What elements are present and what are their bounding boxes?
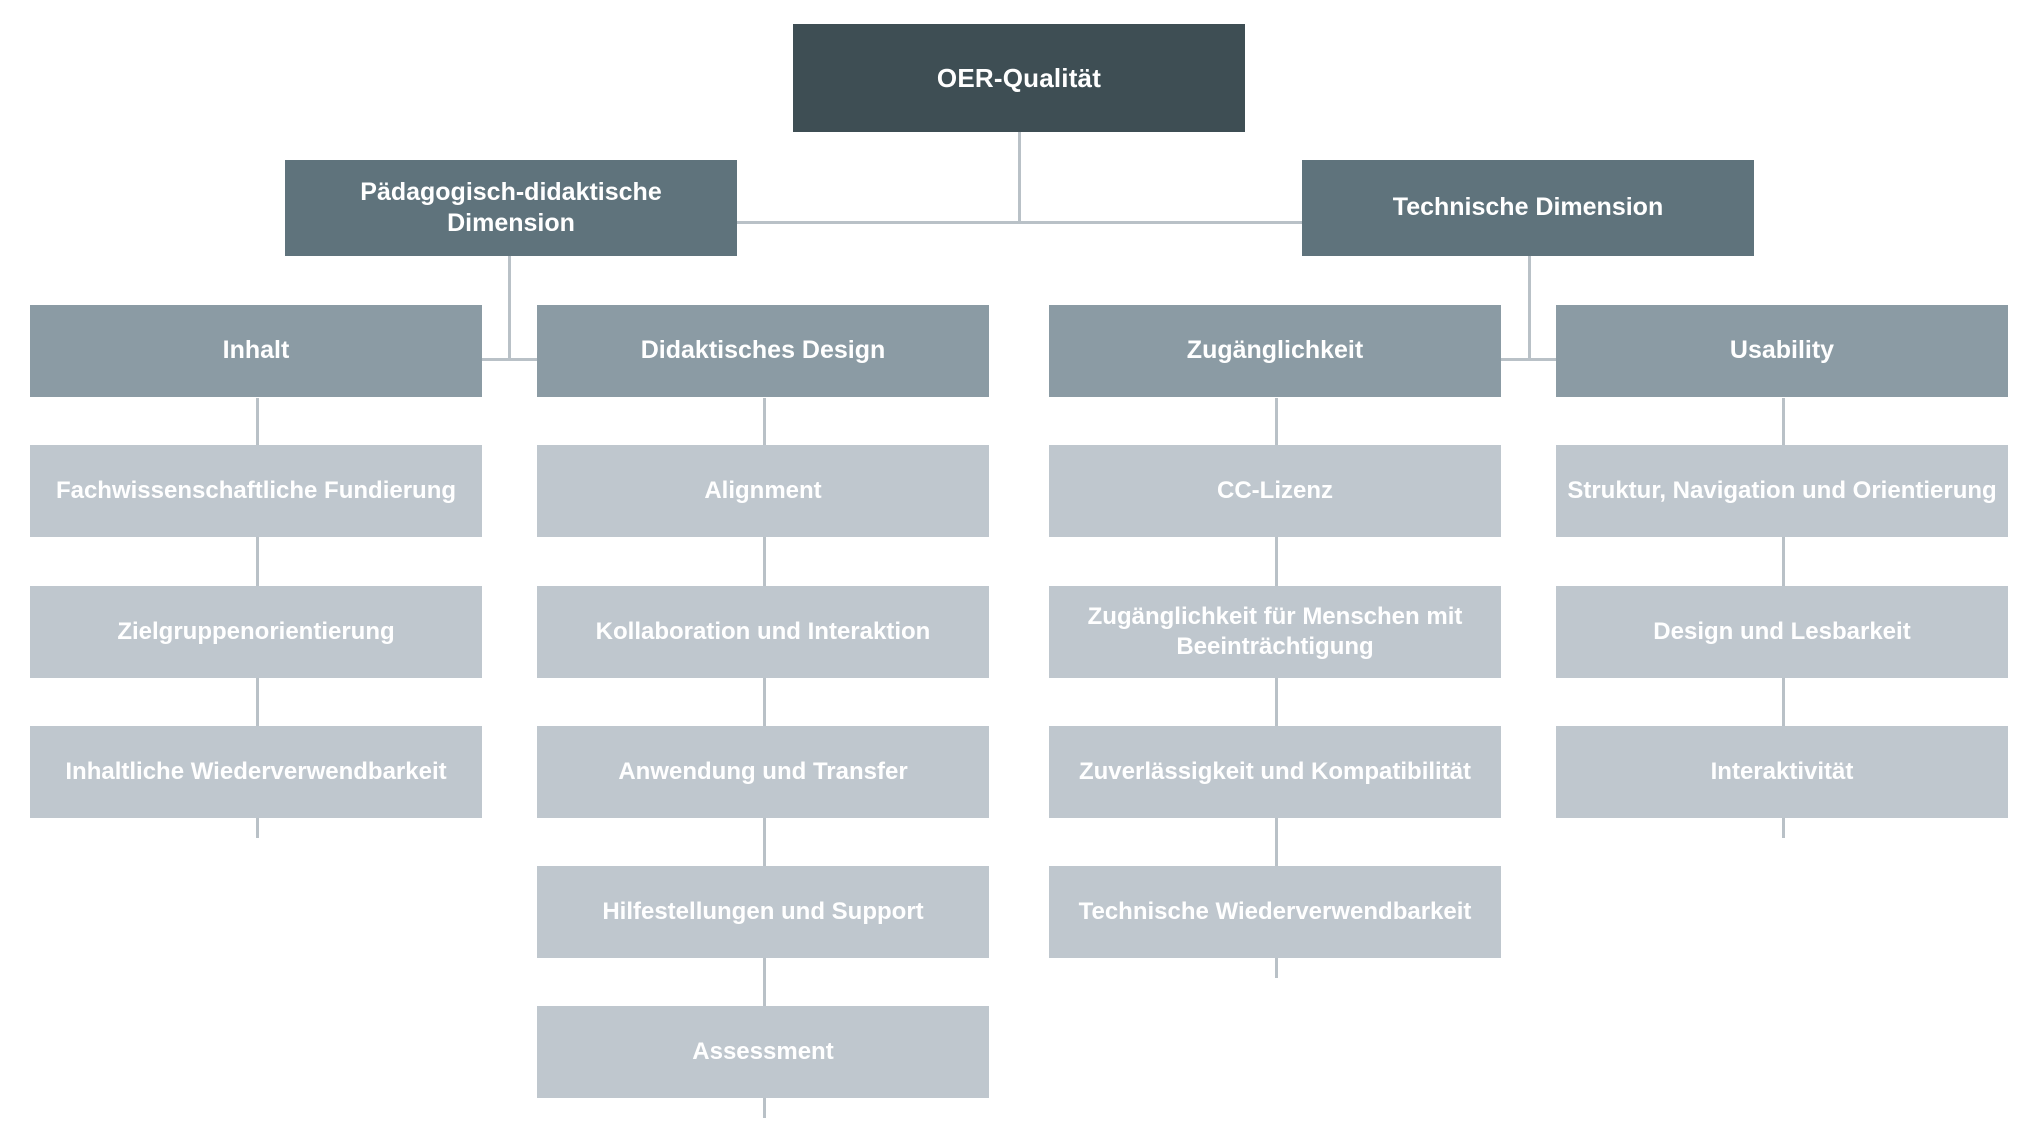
node-anwendung-und-transfer[interactable]: Anwendung und Transfer xyxy=(537,726,989,818)
node-cc-lizenz[interactable]: CC-Lizenz xyxy=(1049,445,1501,537)
node-assessment[interactable]: Assessment xyxy=(537,1006,989,1098)
node-oer-qualitaet[interactable]: OER-Qualität xyxy=(793,24,1245,132)
node-alignment[interactable]: Alignment xyxy=(537,445,989,537)
node-technische-wiederverwendbarkeit[interactable]: Technische Wiederverwendbarkeit xyxy=(1049,866,1501,958)
node-usability[interactable]: Usability xyxy=(1556,305,2008,397)
node-struktur-navigation-und-orientierung[interactable]: Struktur, Navigation und Orientierung xyxy=(1556,445,2008,537)
node-interaktivitaet[interactable]: Interaktivität xyxy=(1556,726,2008,818)
node-fachwissenschaftliche-fundierung[interactable]: Fachwissenschaftliche Fundierung xyxy=(30,445,482,537)
connector-right-dim-to-children xyxy=(1528,256,1531,360)
node-design-und-lesbarkeit[interactable]: Design und Lesbarkeit xyxy=(1556,586,2008,678)
node-paedagogisch-didaktische-dimension[interactable]: Pädagogisch-didaktische Dimension xyxy=(285,160,737,256)
node-zuverlaessigkeit-und-kompatibilitaet[interactable]: Zuverlässigkeit und Kompatibilität xyxy=(1049,726,1501,818)
node-zielgruppenorientierung[interactable]: Zielgruppenorientierung xyxy=(30,586,482,678)
node-technische-dimension[interactable]: Technische Dimension xyxy=(1302,160,1754,256)
node-zugaenglichkeit[interactable]: Zugänglichkeit xyxy=(1049,305,1501,397)
node-kollaboration-und-interaktion[interactable]: Kollaboration und Interaktion xyxy=(537,586,989,678)
node-hilfestellungen-und-support[interactable]: Hilfestellungen und Support xyxy=(537,866,989,958)
connector-root-vertical xyxy=(1018,132,1021,222)
node-inhaltliche-wiederverwendbarkeit[interactable]: Inhaltliche Wiederverwendbarkeit xyxy=(30,726,482,818)
connector-left-dim-to-children xyxy=(508,256,511,360)
node-inhalt[interactable]: Inhalt xyxy=(30,305,482,397)
node-didaktisches-design[interactable]: Didaktisches Design xyxy=(537,305,989,397)
node-zugaenglichkeit-fuer-menschen-mit-beeintraechtigung[interactable]: Zugänglichkeit für Menschen mit Beeinträchtigung xyxy=(1049,586,1501,678)
